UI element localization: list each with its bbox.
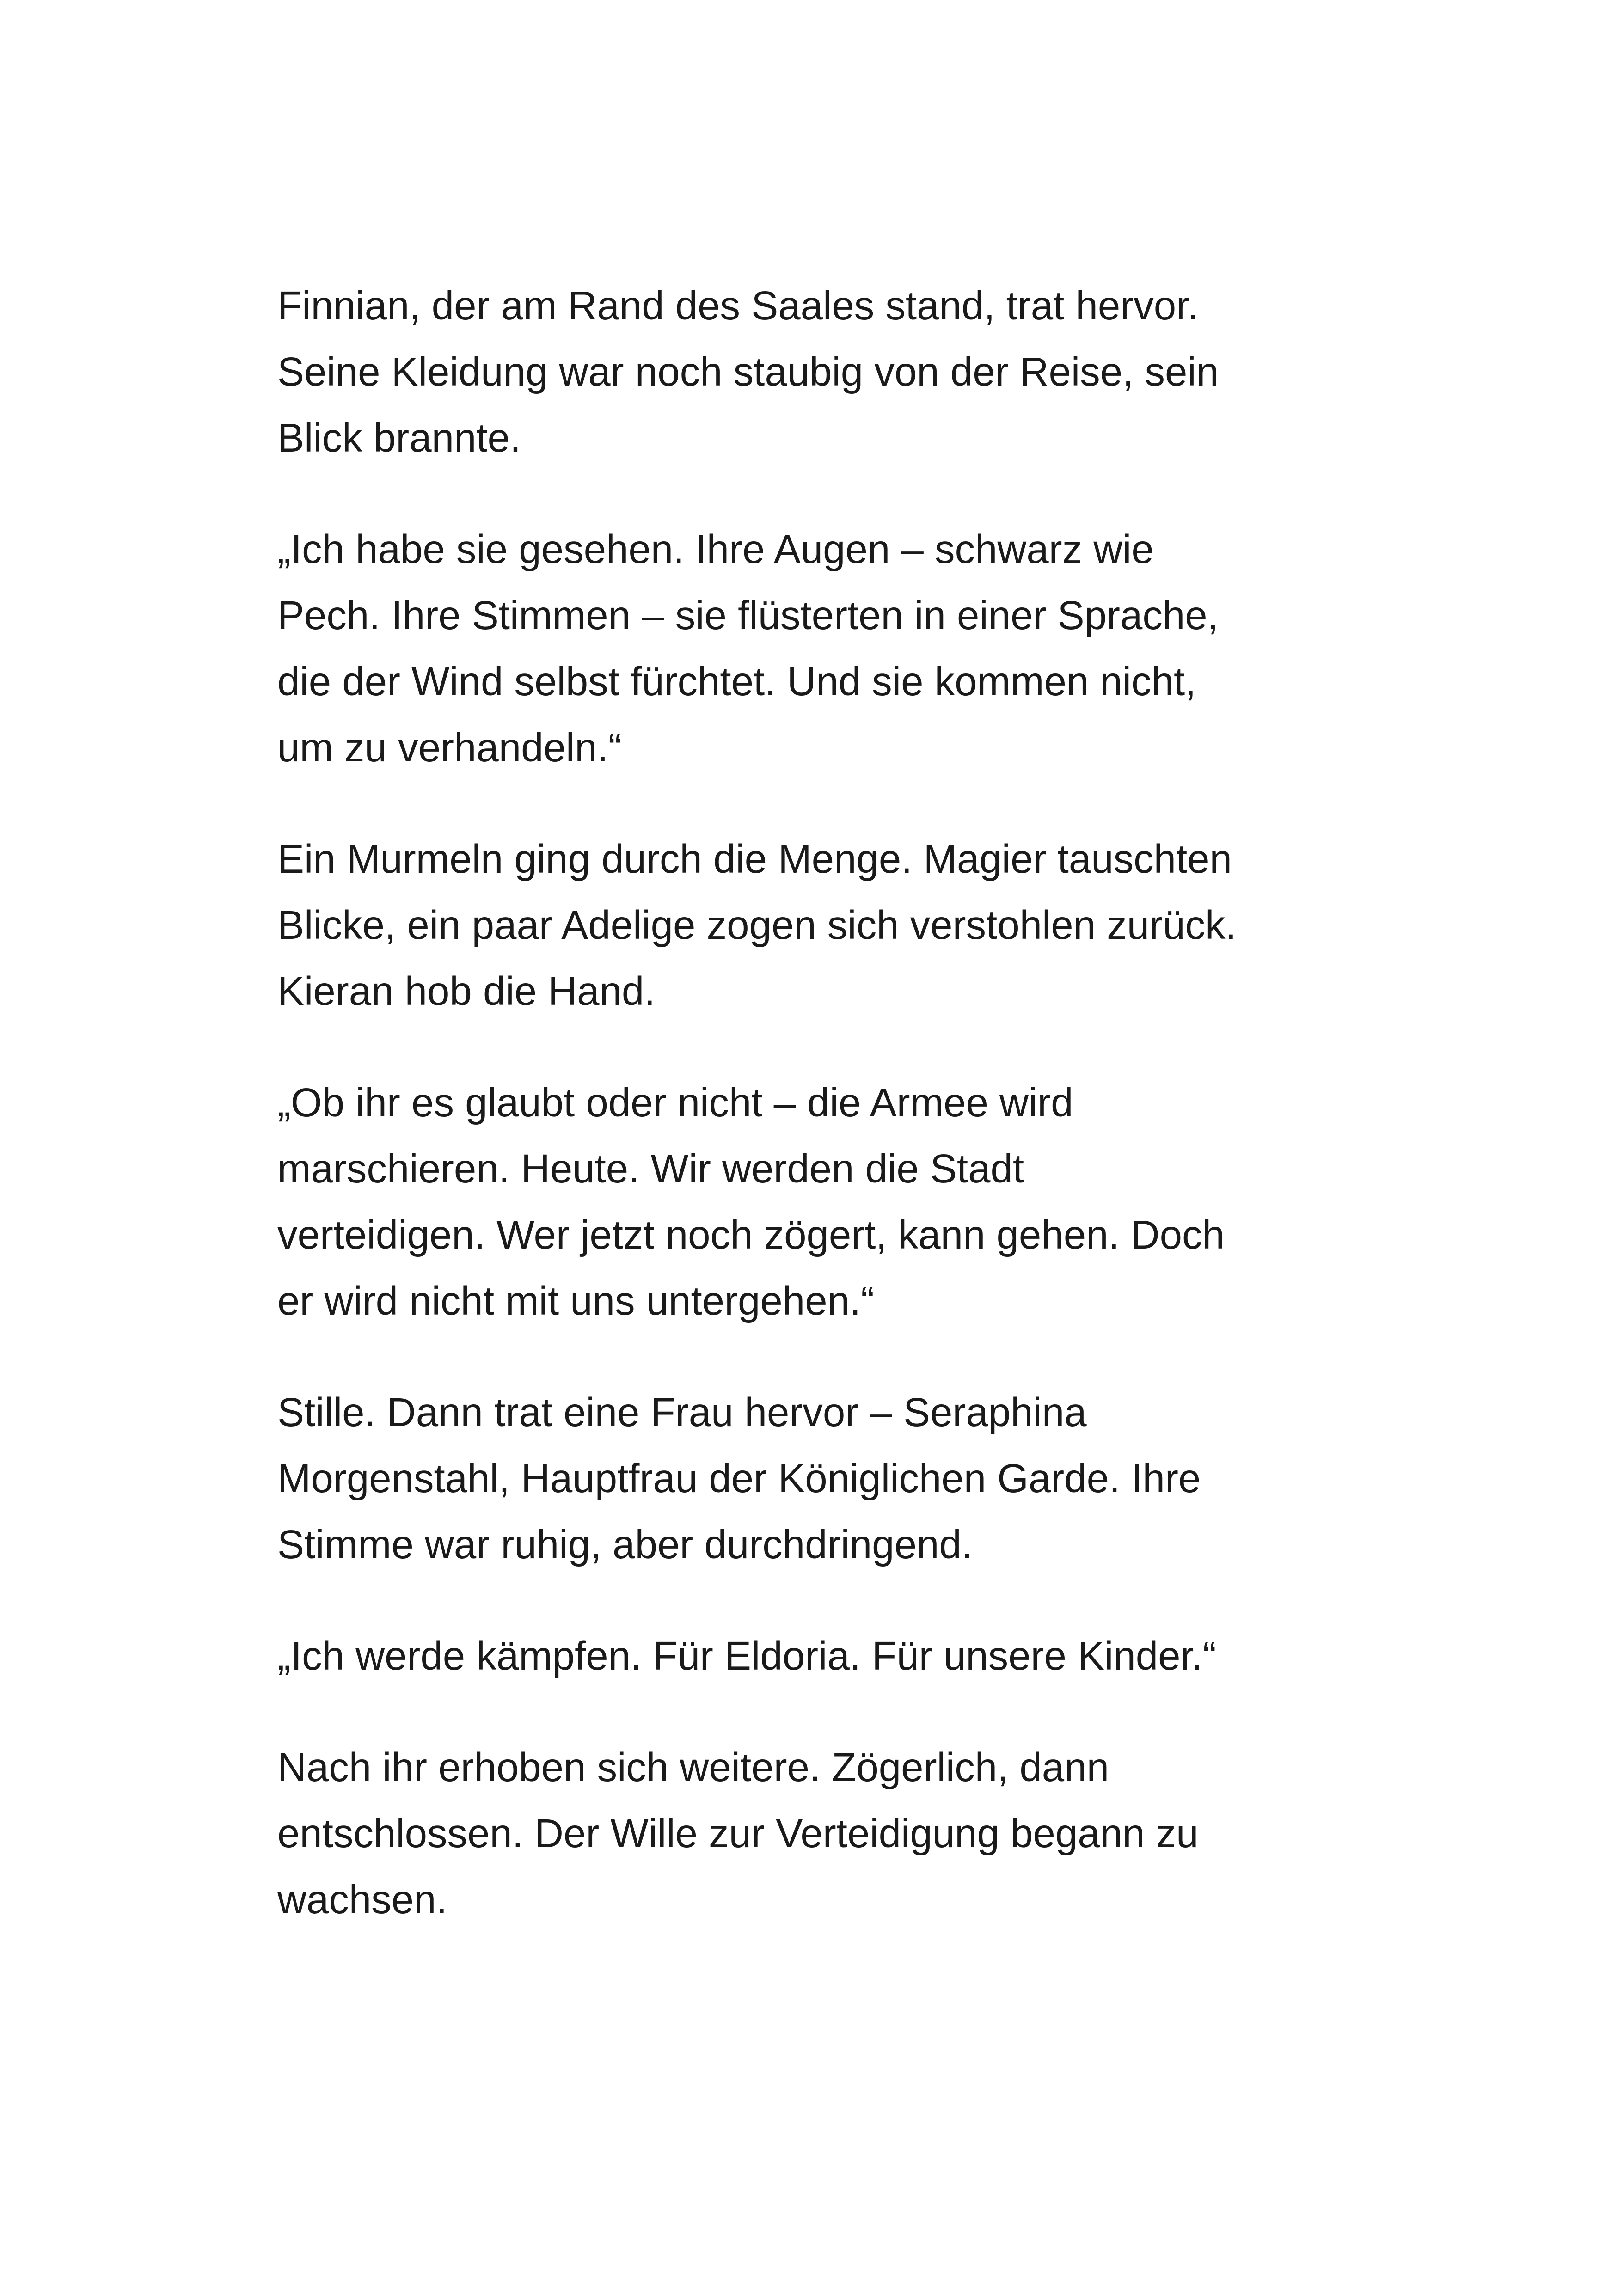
text-line: wachsen. xyxy=(277,1877,447,1922)
text-line: verteidigen. Wer jetzt noch zögert, kann gehen. Doch xyxy=(277,1212,1225,1257)
text-line: Stille. Dann trat eine Frau hervor – Seraphina xyxy=(277,1390,1087,1435)
paragraph-7 xyxy=(277,1734,1378,1933)
text-line: Ein Murmeln ging durch die Menge. Magier tauschten xyxy=(277,837,1232,882)
paragraph-2 xyxy=(277,516,1378,781)
text-line: Blicke, ein paar Adelige zogen sich verstohlen zurück. xyxy=(277,903,1237,948)
paragraph-6 xyxy=(277,1623,1378,1689)
body-text xyxy=(277,273,1378,1978)
paragraph-3 xyxy=(277,826,1378,1024)
text-line: Morgenstahl, Hauptfrau der Königlichen Garde. Ihre xyxy=(277,1456,1201,1501)
text-line: er wird nicht mit uns untergehen.“ xyxy=(277,1279,875,1323)
text-line: Nach ihr erhoben sich weitere. Zögerlich, dann xyxy=(277,1745,1109,1790)
text-line: Seine Kleidung war noch staubig von der Reise, sein xyxy=(277,349,1219,394)
text-line: entschlossen. Der Wille zur Verteidigung begann zu xyxy=(277,1811,1199,1856)
paragraph-4 xyxy=(277,1070,1378,1334)
paragraph-5 xyxy=(277,1379,1378,1578)
text-line: Stimme war ruhig, aber durchdringend. xyxy=(277,1522,973,1567)
text-line: um zu verhandeln.“ xyxy=(277,725,622,770)
text-line: „Ich werde kämpfen. Für Eldoria. Für unsere Kinder.“ xyxy=(277,1634,1216,1678)
text-line: Finnian, der am Rand des Saales stand, trat hervor. xyxy=(277,283,1199,328)
text-line: Pech. Ihre Stimmen – sie flüsterten in einer Sprache, xyxy=(277,593,1219,638)
text-line: Kieran hob die Hand. xyxy=(277,969,656,1014)
text-line: „Ob ihr es glaubt oder nicht – die Armee wird xyxy=(277,1080,1073,1125)
text-line: „Ich habe sie gesehen. Ihre Augen – schwarz wie xyxy=(277,527,1154,572)
paragraph-1 xyxy=(277,273,1378,471)
text-line: die der Wind selbst fürchtet. Und sie kommen nicht, xyxy=(277,659,1196,704)
text-line: marschieren. Heute. Wir werden die Stadt xyxy=(277,1146,1024,1191)
text-line: Blick brannte. xyxy=(277,416,521,460)
